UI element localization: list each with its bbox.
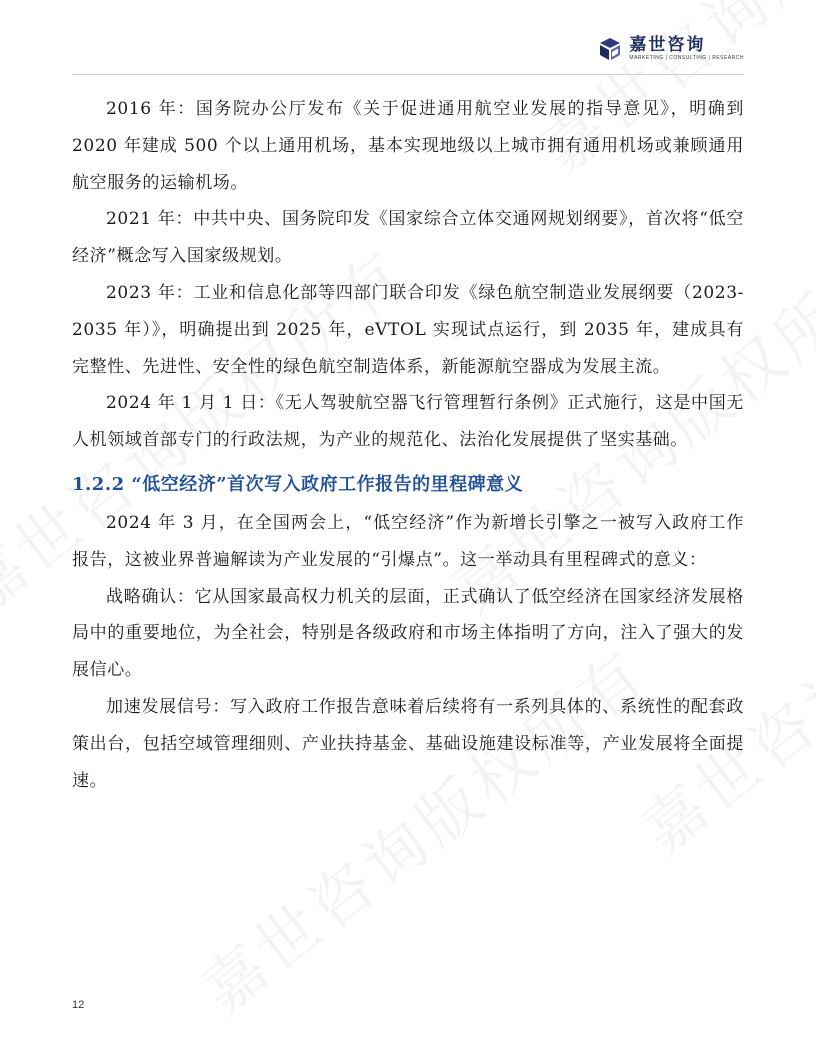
body-paragraph: 2021 年：中共中央、国务院印发《国家综合立体交通网规划纲要》，首次将“低空经济”概念写入国家级规划。 <box>72 209 744 267</box>
body-paragraph: 战略确认：它从国家最高权力机关的层面，正式确认了低空经济在国家经济发展格局中的重要地位，为全社会，特别是各级政府和市场主体指明了方向，注入了强大的发展信心。 <box>72 586 744 681</box>
section-heading: 1.2.2 “低空经济”首次写入政府工作报告的里程碑意义 <box>72 473 524 495</box>
body-paragraph: 2023 年：工业和信息化部等四部门联合印发《绿色航空制造业发展纲要（2023-2035 年）》，明确提出到 2025 年，eVTOL 实现试点运行，到 2035 年，建成具有完整性、先进性、安全性的绿色航空制造体系，新能源航空器成为发展主流。 <box>72 282 744 377</box>
page-number: 12 <box>72 999 85 1011</box>
logo-name: 嘉世咨询 <box>629 35 706 55</box>
logo-cube-icon <box>597 36 623 62</box>
logo-tagline: MARKETING | CONSULTING | RESEARCH <box>629 55 744 61</box>
body-paragraph: 2024 年 1 月 1 日：《无人驾驶航空器飞行管理暂行条例》正式施行，这是中国无人机领域首部专门的行政法规，为产业的规范化、法治化发展提供了坚实基础。 <box>72 393 744 451</box>
body-paragraph: 2024 年 3 月，在全国两会上，“低空经济”作为新增长引擎之一被写入政府工作报告，这被业界普遍解读为产业发展的“引爆点”。这一举动具有里程碑式的意义： <box>72 512 744 570</box>
page-header <box>72 28 744 75</box>
body-paragraph: 2016 年：国务院办公厅发布《关于促进通用航空业发展的指导意见》，明确到 2020 年建成 500 个以上通用机场，基本实现地级以上城市拥有通用机场或兼顾通用航空服务的运输机场。 <box>72 99 744 193</box>
brand-logo <box>597 35 744 62</box>
body-paragraph: 加速发展信号：写入政府工作报告意味着后续将有一系列具体的、系统性的配套政策出台，包括空域管理细则、产业扶持基金、基础设施建设标准等，产业发展将全面提速。 <box>72 696 744 791</box>
page-content <box>72 91 744 799</box>
